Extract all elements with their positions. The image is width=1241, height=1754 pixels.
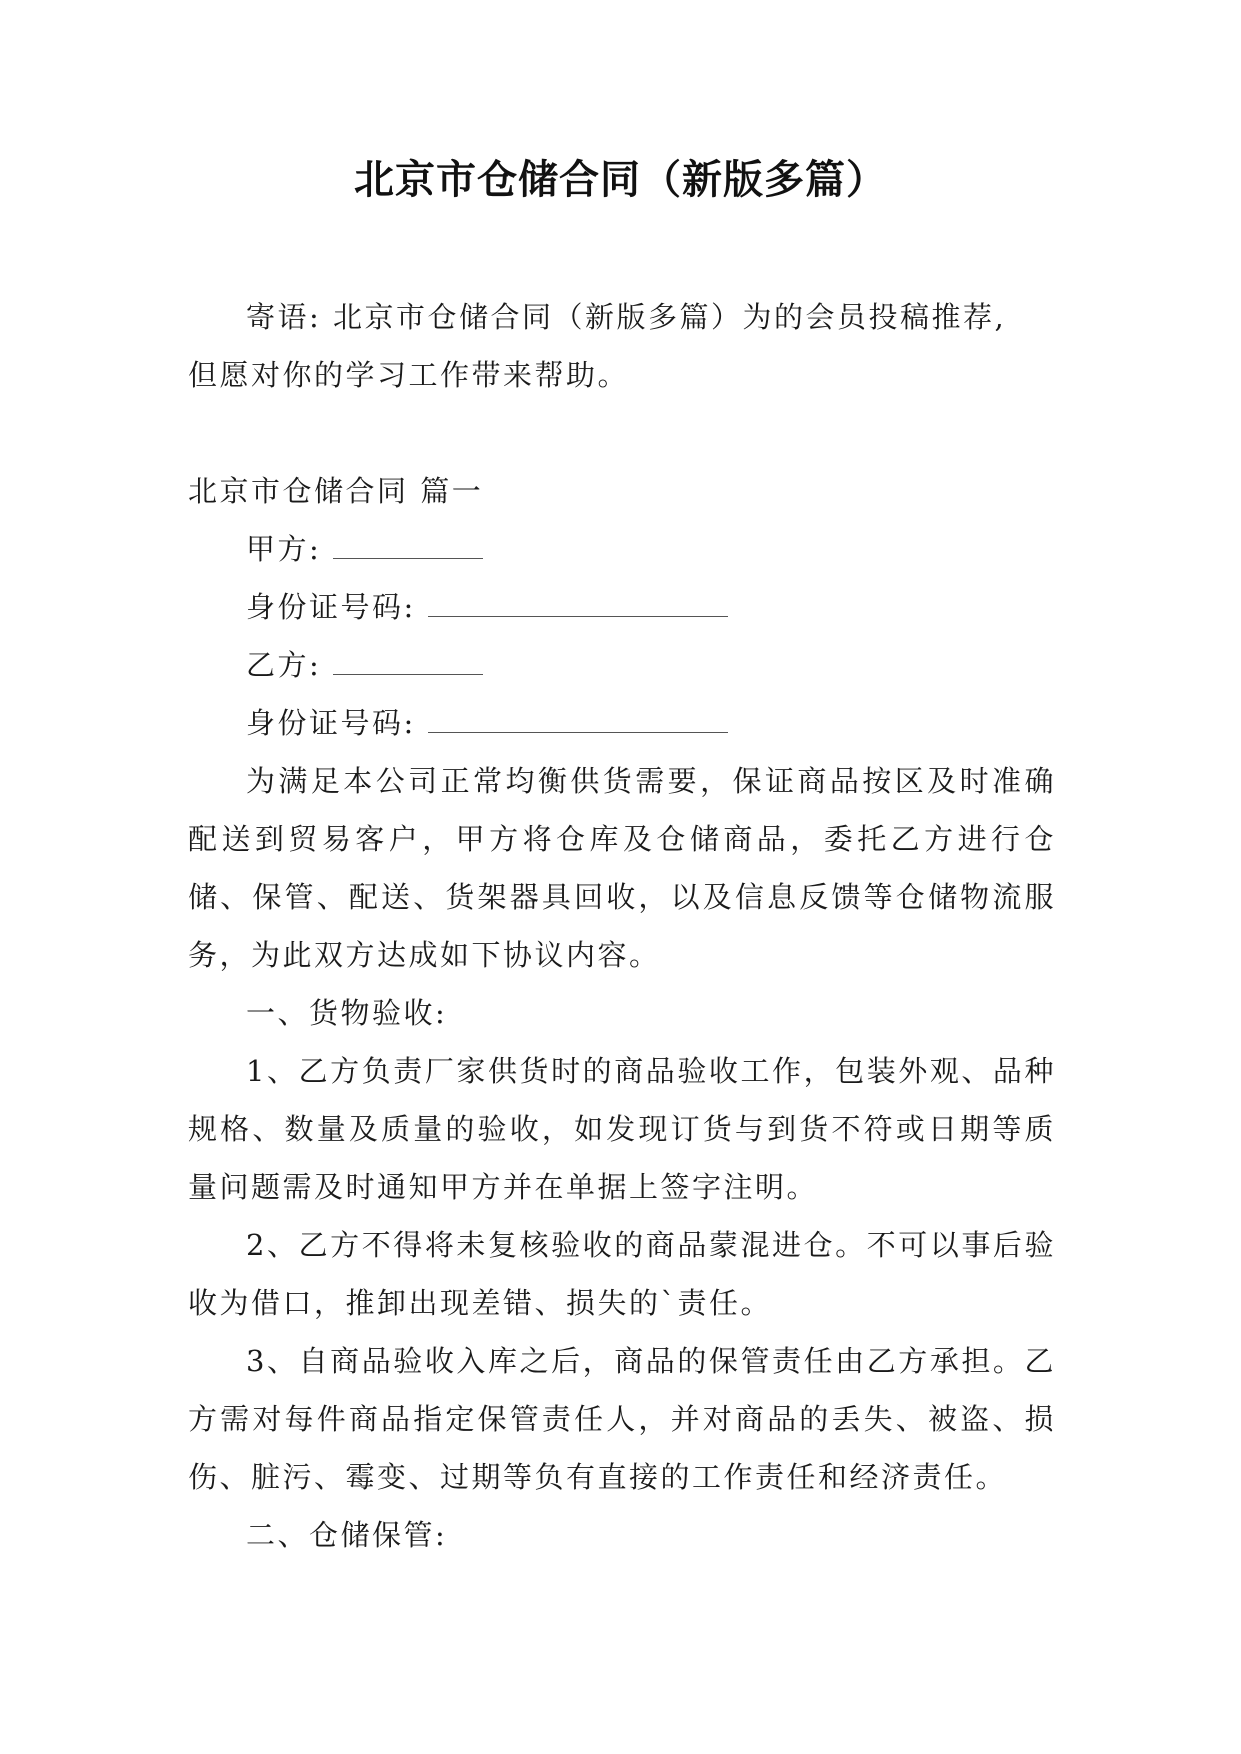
clause-1-3: 3、自商品验收入库之后，商品的保管责任由乙方承担。乙方需对每件商品指定保管责任人，并对商品的丢失、被盗、损伤、脏污、霉变、过期等负有直接的工作责任和经济责任。 [188,1344,1056,1494]
party-a-id-blank [428,594,728,617]
party-a-id-label: 身份证号码: [246,590,428,624]
party-b-id-blank [428,710,728,733]
party-a-id-line [188,578,1056,636]
heading-goods-acceptance: 一、货物验收: [246,996,448,1030]
document-body [188,288,1056,1564]
party-a-blank [333,536,483,559]
party-b-id-line [188,694,1056,752]
party-b-id-label: 身份证号码: [246,706,428,740]
document-title: 北京市仓储合同（新版多篇） [354,157,887,203]
heading-storage: 二、仓储保管: [246,1518,448,1552]
clause-1-1: 1、乙方负责厂家供货时的商品验收工作，包装外观、品种规格、数量及质量的验收，如发现订货与到货不符或日期等质量问题需及时通知甲方并在单据上签字注明。 [188,1054,1056,1204]
section-title: 北京市仓储合同 篇一 [188,474,484,508]
party-b-blank [333,652,483,675]
party-b-line [188,636,1056,694]
party-a-line [188,520,1056,578]
intro-line-2: 但愿对你的学习工作带来帮助。 [188,358,630,392]
party-b-label: 乙方: [246,648,333,682]
clause-1-2: 2、乙方不得将未复核验收的商品蒙混进仓。不可以事后验收为借口，推卸出现差错、损失的`责任。 [188,1228,1056,1320]
party-a-label: 甲方: [246,532,333,566]
preamble-paragraph: 为满足本公司正常均衡供货需要，保证商品按区及时准确配送到贸易客户，甲方将仓库及仓储商品，委托乙方进行仓储、保管、配送、货架器具回收，以及信息反馈等仓储物流服务，为此双方达成如下协议内容。 [188,764,1056,972]
paragraph-gap [188,404,1056,462]
intro-line-1: 寄语: 北京市仓储合同（新版多篇）为的会员投稿推荐, [246,300,1007,334]
